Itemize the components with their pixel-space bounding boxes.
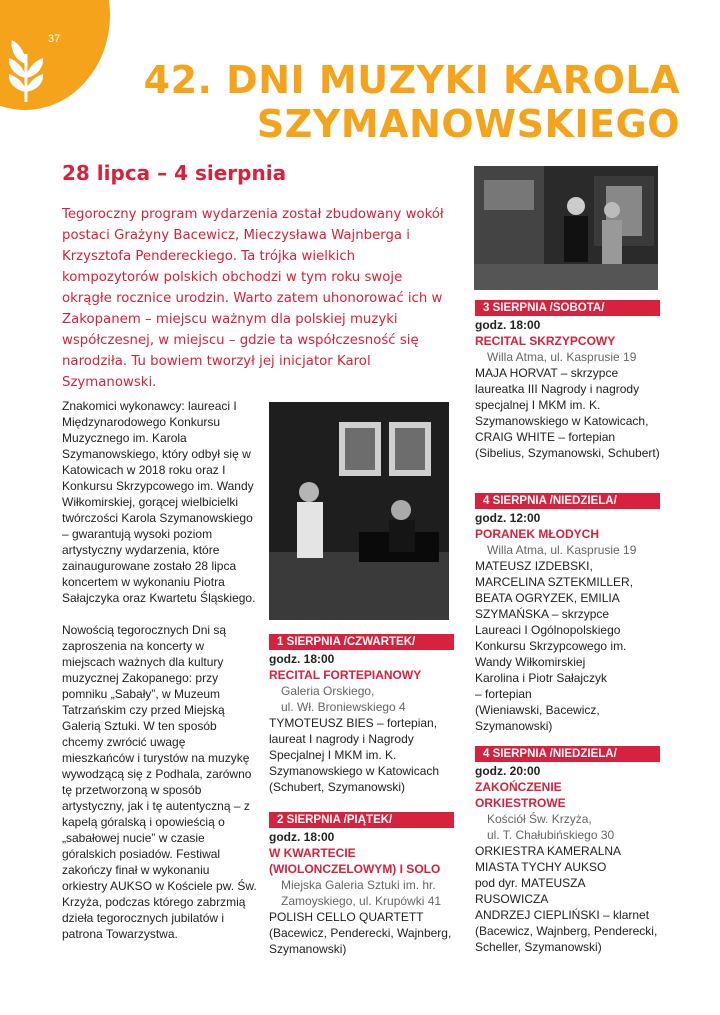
wheat-leaf-icon: [6, 34, 46, 104]
event-name: ZAKOŃCZENIE ORKIESTROWE: [475, 780, 566, 810]
event-time: godz. 18:00: [269, 652, 335, 666]
date-range-subtitle: 28 lipca – 4 sierpnia: [62, 161, 287, 185]
event-name: RECITAL FORTEPIANOWY: [269, 668, 422, 682]
event-time: godz. 12:00: [475, 511, 541, 525]
photo-concert-hall: [269, 402, 449, 620]
event-description: ORKIESTRA KAMERALNA MIASTA TYCHY AUKSO pod dyr. MATEUSZA RUSOWICZA ANDRZEJ CIEPLIŃSKI – klarnet (Bacewicz, Wajnberg, Penderecki, Scheller, Szymanowski): [475, 844, 658, 954]
event-place: Miejska Galeria Sztuki im. hr. Zamoyskiego, ul. Krupówki 41: [281, 878, 442, 908]
event-description: MAJA HORVAT – skrzypce laureatka III Nagrody i nagrody specjalnej I MKM im. K. Szymanowskiego w Katowicach, CRAIG WHITE – fortepian (Sibelius, Szymanowski, Schubert): [475, 366, 660, 460]
page-title: [144, 58, 680, 146]
event-2: [269, 812, 454, 957]
event-description: POLISH CELLO QUARTETT (Bacewicz, Penderecki, Wajnberg, Szymanowski): [269, 910, 452, 956]
body-paragraph-2: Nowością tegorocznych Dni są zaproszenia na koncerty w miejscach ważnych dla kultury muzycznej Zakopanego: przy pomniku „Sabały”, w Muzeum Tatrzańskim czy przed Miejską Galerią Sztuki. W ten sposób chcemy zwrócić uwagę mieszkańców i turystów na muzykę wywodzącą się z Podhala, zarówno tę przetworzoną w sposób artystyczny, jak i tę autentyczną – z kapelą góralską i opowieścią o „sabałowej nucie” w czasie góralskich posiadów. Festiwal zakończy finał w wykonaniu orkiestry AUKSO w Kościele pw. Św. Krzyża, podczas którego zabrzmią dzieła tegorocznych jubilatów i patrona Towarzystwa.: [62, 623, 257, 941]
page-number: 37: [48, 33, 61, 45]
event-place: Willa Atma, ul. Kasprusie 19: [487, 543, 637, 557]
event-time: godz. 18:00: [475, 318, 541, 332]
event-time: godz. 20:00: [475, 764, 541, 778]
event-date: 4 SIERPNIA /NIEDZIELA/: [475, 746, 660, 762]
event-place: Kościół Św. Krzyża, ul. T. Chałubińskiego 30: [487, 812, 615, 842]
event-5: [475, 746, 660, 955]
event-date: 3 SIERPNIA /SOBOTA/: [475, 300, 660, 316]
intro-paragraph: [62, 204, 446, 393]
title-line-2: SZYMANOWSKIEGO: [256, 102, 680, 146]
body-paragraph-1: Znakomici wykonawcy: laureaci I Międzynarodowego Konkursu Muzycznego im. Karola Szymanowskiego, który odbył się w Katowicach w 2018 roku oraz I Konkursu Skrzypcowego im. Wandy Wiłkomirskiej, gorącej wielbicielki twórczości Karola Szymanowskiego – gwarantują wysoki poziom artystyczny wydarzenia, które zainaugurowane zostało 28 lipca koncertem w wykonaniu Piotra Sałajczyka oraz Kwartetu Śląskiego.: [62, 399, 256, 605]
event-name: RECITAL SKRZYPCOWY: [475, 334, 616, 348]
event-1: [269, 634, 454, 795]
event-date: 1 SIERPNIA /CZWARTEK/: [269, 634, 454, 650]
photo-musicians-outdoors: [474, 166, 658, 290]
event-name: W KWARTECIE (WIOLONCZELOWYM) I SOLO: [269, 846, 441, 876]
title-line-1: 42. DNI MUZYKI KAROLA: [143, 58, 680, 102]
event-description: MATEUSZ IZDEBSKI, MARCELINA SZTEKMILLER, BEATA OGRYZEK, EMILIA SZYMAŃSKA – skrzypce Laureaci I Ogólnopolskiego Konkursu Skrzypcowego im. Wandy Wiłkomirskiej Karolina i Piotr Sałajczyk – fortepian (Wieniawski, Bacewicz, Szymanowski): [475, 559, 634, 733]
event-name: PORANEK MŁODYCH: [475, 527, 600, 541]
intro-text: Tegoroczny program wydarzenia został zbudowany wokół postaci Grażyny Bacewicz, Mieczysława Wajnberga i Krzysztofa Pendereckiego. Ta trójka wielkich kompozytorów polskich obchodzi w tym roku swoje okrągłe rocznice urodzin. Warto zatem uhonorować ich w Zakopanem – miejscu ważnym dla polskiej muzyki współczesnej, w miejscu – gdzie ta współczesność się narodziła. Tu bowiem tworzył jej inicjator Karol Szymanowski.: [62, 207, 444, 390]
event-4: [475, 493, 660, 734]
body-column: [62, 398, 258, 958]
event-place: Galeria Orskiego, ul. Wł. Broniewskiego 4: [281, 684, 406, 714]
event-place: Willa Atma, ul. Kasprusie 19: [487, 350, 637, 364]
event-date: 4 SIERPNIA /NIEDZIELA/: [475, 493, 660, 509]
event-description: TYMOTEUSZ BIES – fortepian, laureat I nagrody i Nagrody Specjalnej I MKM im. K. Szymanowskiego w Katowicach (Schubert, Szymanowski): [269, 716, 440, 794]
event-3: [475, 300, 660, 461]
event-time: godz. 18:00: [269, 830, 335, 844]
event-date: 2 SIERPNIA /PIĄTEK/: [269, 812, 454, 828]
